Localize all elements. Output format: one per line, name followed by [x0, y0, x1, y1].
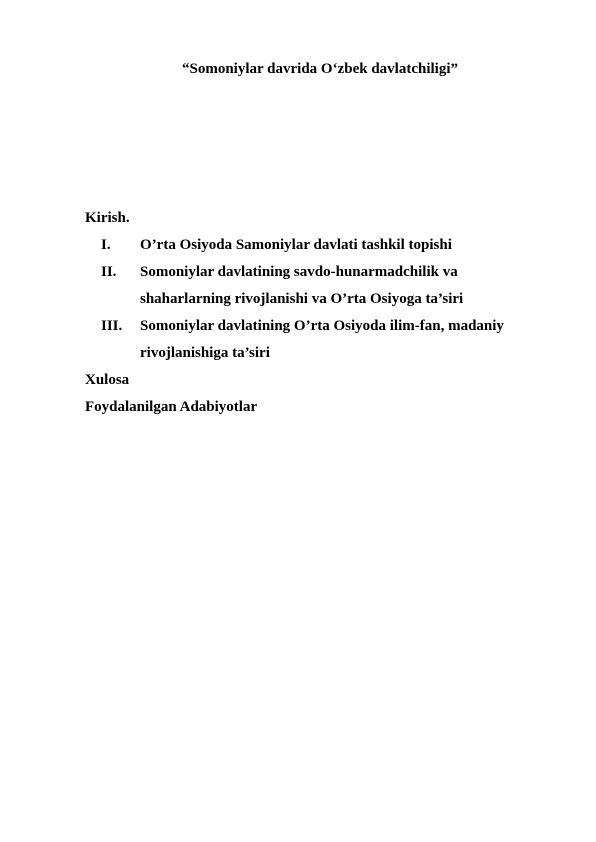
toc-item-text	[140, 232, 545, 259]
toc-item-line: O’rta Osiyoda Samoniylar davlati tashkil topishi	[140, 237, 452, 253]
toc-references: Foydalanilgan Adabiyotlar	[85, 399, 258, 415]
document-title: “Somoniylar davrida O‘zbek davlatchiligi”	[182, 61, 458, 77]
toc-item-number: II.	[101, 264, 117, 280]
toc-item-text	[140, 259, 545, 313]
toc-intro: Kirish.	[85, 210, 130, 226]
toc-item-number: I.	[101, 237, 111, 253]
toc-item-2	[85, 259, 545, 313]
toc-item-line: Somoniylar davlatining O’rta Osiyoda ilim-fan, madaniy	[140, 318, 504, 334]
toc-item-3	[85, 313, 545, 367]
toc-item-line: shaharlarning rivojlanishi va O’rta Osiyoga ta’siri	[140, 291, 464, 307]
toc-item-line: rivojlanishiga ta’siri	[140, 345, 270, 361]
toc-item-number: III.	[101, 318, 123, 334]
toc-item-line: Somoniylar davlatining savdo-hunarmadchilik va	[140, 264, 458, 280]
table-of-contents	[85, 205, 545, 421]
toc-item-1	[85, 232, 545, 259]
toc-item-text	[140, 313, 545, 367]
toc-conclusion: Xulosa	[85, 372, 130, 388]
